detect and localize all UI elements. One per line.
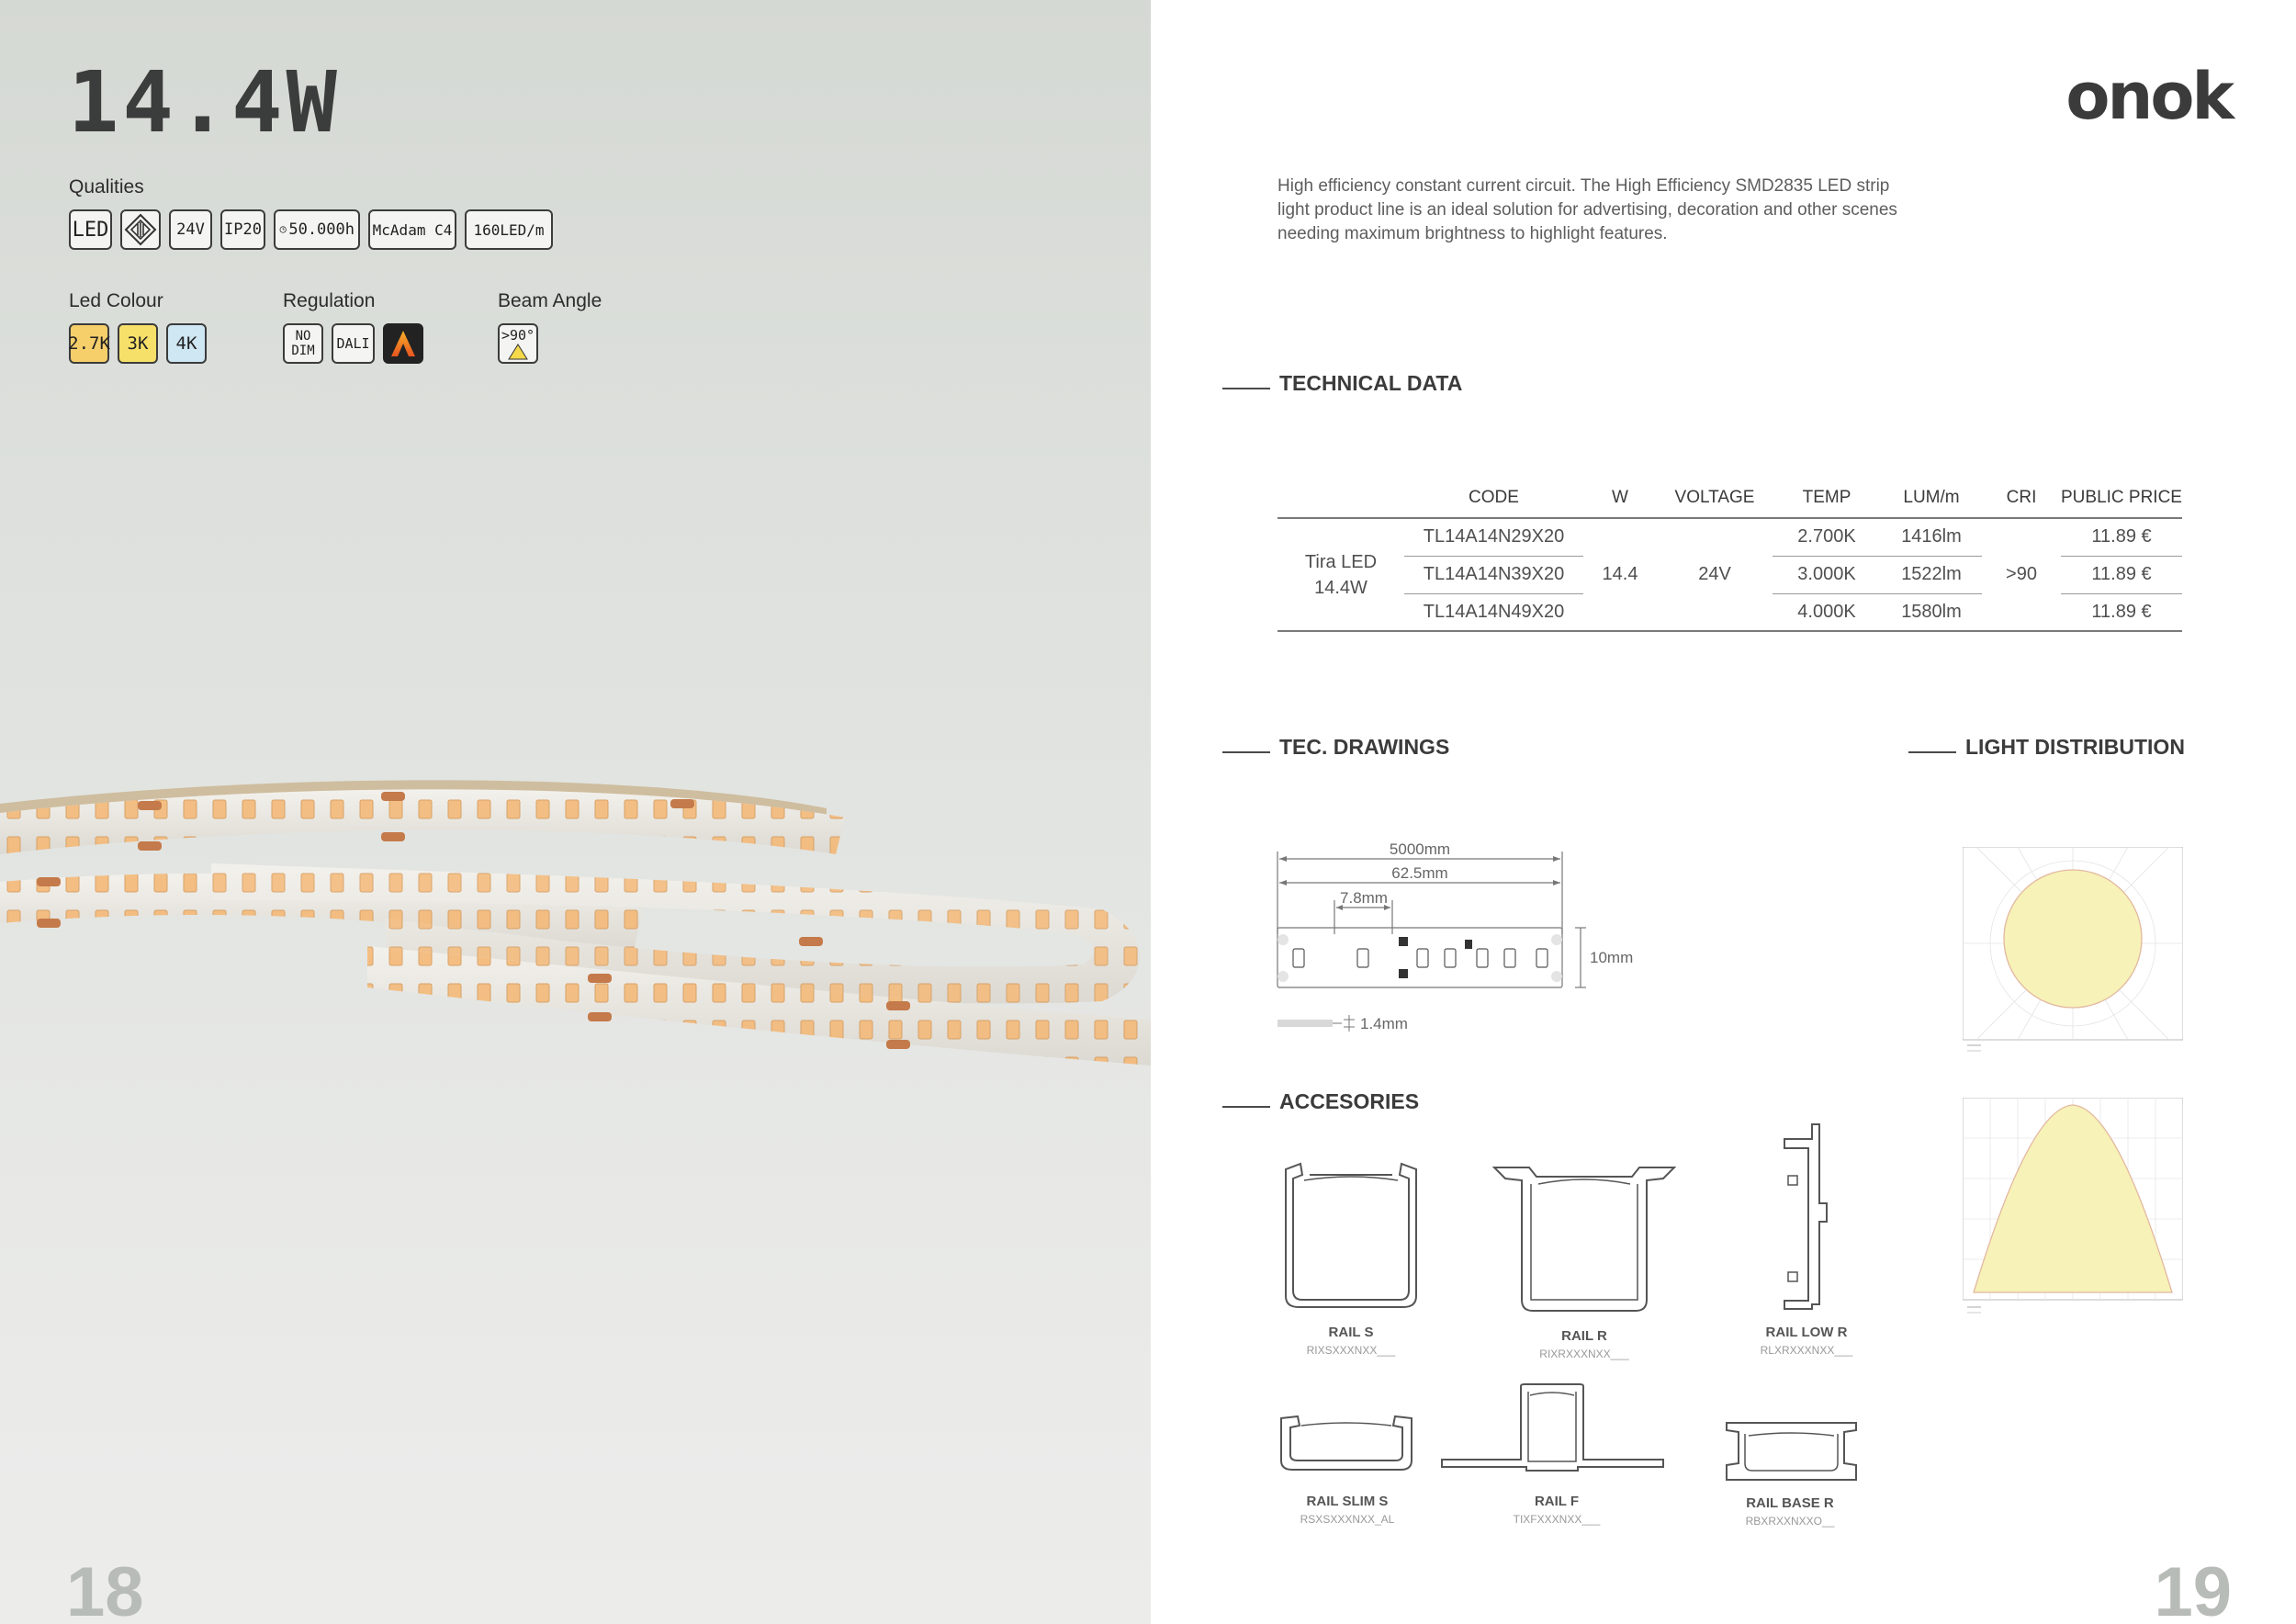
header-code: CODE xyxy=(1404,478,1583,518)
polar-distribution-chart xyxy=(1963,847,2183,1054)
product-description: High efficiency constant current circuit. The High Efficiency SMD2835 LED strip light product line is an ideal solution for advertising, decoration and other scenes needing maximum brightness to highlight features. xyxy=(1277,176,1897,243)
qualities-badges xyxy=(69,209,553,250)
accessory-item xyxy=(1689,1495,1891,1528)
lum-cell: 1522lm xyxy=(1881,556,1982,593)
accessory-item xyxy=(1705,1325,1908,1357)
total-length-label: 5000mm xyxy=(1389,840,1451,858)
regulation-label: Regulation xyxy=(283,290,376,311)
mcadam-badge: McAdam C4 xyxy=(368,209,456,250)
clock-icon xyxy=(279,221,287,238)
beam-angle-label: Beam Angle xyxy=(498,290,602,311)
cut-length-label: 62.5mm xyxy=(1391,864,1448,882)
light-distribution-heading xyxy=(1908,735,2185,760)
code-cell: TL14A14N29X20 xyxy=(1404,518,1583,556)
technical-data-table xyxy=(1277,478,2182,632)
accessories-title: ACCESORIES xyxy=(1279,1089,1420,1113)
accessory-name: RAIL S xyxy=(1328,1325,1374,1340)
led-density-badge: 160LED/m xyxy=(465,209,553,250)
no-dim-line1: NO xyxy=(295,329,311,344)
page-number-left: 18 xyxy=(66,1553,144,1624)
led-badge: LED xyxy=(69,209,112,250)
beam-cone-icon xyxy=(508,344,528,360)
accessory-item xyxy=(1483,1328,1685,1360)
accessory-item xyxy=(1456,1494,1658,1526)
dali-badge: DALI xyxy=(332,323,375,364)
heading-rule xyxy=(1222,388,1270,389)
accessory-code: RIXRXXXNXX___ xyxy=(1539,1348,1629,1360)
rail-base-r-profile xyxy=(1725,1419,1858,1483)
header-empty xyxy=(1277,478,1404,518)
header-watt: W xyxy=(1583,478,1657,518)
heading-rule xyxy=(1908,751,1956,753)
rail-f-profile xyxy=(1440,1382,1665,1474)
onok-logo: onok xyxy=(2065,59,2232,134)
header-temp: TEMP xyxy=(1773,478,1881,518)
header-lum: LUM/m xyxy=(1881,478,1982,518)
code-cell: TL14A14N39X20 xyxy=(1404,556,1583,593)
temp-cell: 3.000K xyxy=(1773,556,1881,593)
price-cell: 11.89 € xyxy=(2061,593,2182,631)
beam-angle-badge xyxy=(498,323,538,364)
lifetime-badge xyxy=(274,209,360,250)
strip-technical-drawing xyxy=(1270,831,1656,1043)
voltage-cell: 24V xyxy=(1657,518,1773,631)
heading-rule xyxy=(1222,751,1270,753)
code-cell: TL14A14N49X20 xyxy=(1404,593,1583,631)
accessory-item xyxy=(1250,1325,1452,1357)
class-ii-icon xyxy=(120,209,161,250)
temp-cell: 2.700K xyxy=(1773,518,1881,556)
ip-badge: IP20 xyxy=(220,209,265,250)
tec-drawings-heading xyxy=(1222,735,1449,760)
lum-cell: 1416lm xyxy=(1881,518,1982,556)
beam-angle-value: >90° xyxy=(501,327,535,344)
accessory-code: RLXRXXXNXX___ xyxy=(1760,1344,1853,1357)
page-number-right: 19 xyxy=(2154,1553,2232,1624)
light-distribution-title: LIGHT DISTRIBUTION xyxy=(1965,735,2185,759)
table-row xyxy=(1277,518,2182,556)
beam-angle-badges xyxy=(498,323,538,364)
accessory-code: RIXSXXXNXX___ xyxy=(1306,1344,1396,1357)
no-dim-line2: DIM xyxy=(291,344,315,358)
price-cell: 11.89 € xyxy=(2061,518,2182,556)
heading-rule xyxy=(1222,1106,1270,1108)
accessory-name: RAIL F xyxy=(1534,1494,1580,1509)
header-price: PUBLIC PRICE xyxy=(2061,478,2182,518)
regulation-badges xyxy=(283,323,423,364)
rail-slim-s-profile xyxy=(1277,1415,1415,1472)
accessory-name: RAIL LOW R xyxy=(1765,1325,1848,1340)
product-name-cell: Tira LED 14.4W xyxy=(1277,518,1404,631)
qualities-label: Qualities xyxy=(69,176,144,197)
led-strip-photo xyxy=(0,753,1151,1121)
temp-cell: 4.000K xyxy=(1773,593,1881,631)
header-cri: CRI xyxy=(1982,478,2061,518)
header-voltage: VOLTAGE xyxy=(1657,478,1773,518)
tec-drawings-title: TEC. DRAWINGS xyxy=(1279,735,1450,759)
accessory-code: RBXRXXNXXO__ xyxy=(1745,1515,1835,1528)
lifetime-value: 50.000h xyxy=(288,220,355,239)
accessories-heading xyxy=(1222,1089,1419,1114)
width-label: 10mm xyxy=(1590,949,1634,966)
right-page xyxy=(1151,0,2296,1624)
watt-cell: 14.4 xyxy=(1583,518,1657,631)
casambi-icon xyxy=(383,323,423,364)
rail-s-profile xyxy=(1282,1162,1420,1309)
led-colour-label: Led Colour xyxy=(69,290,163,311)
technical-data-title: TECHNICAL DATA xyxy=(1279,371,1463,395)
table-header-row xyxy=(1277,478,2182,518)
accessory-name: RAIL R xyxy=(1561,1328,1607,1344)
no-dim-badge xyxy=(283,323,323,364)
rail-r-profile xyxy=(1492,1162,1676,1314)
colour-4000k-badge: 4K xyxy=(166,323,207,364)
voltage-badge: 24V xyxy=(169,209,212,250)
pitch-label: 7.8mm xyxy=(1340,889,1388,907)
accessory-code: TIXFXXXNXX___ xyxy=(1513,1513,1601,1526)
colour-3000k-badge: 3K xyxy=(118,323,158,364)
accessory-code: RSXSXXXNXX_AL xyxy=(1300,1513,1395,1526)
product-title: 14.4W xyxy=(68,53,341,152)
colour-2700k-badge: 2.7K xyxy=(69,323,109,364)
linear-distribution-chart xyxy=(1963,1098,2183,1318)
technical-data-heading xyxy=(1222,371,1462,396)
cri-cell: >90 xyxy=(1982,518,2061,631)
accessory-name: RAIL BASE R xyxy=(1746,1495,1834,1511)
rail-low-r-profile xyxy=(1775,1121,1840,1314)
accessory-name: RAIL SLIM S xyxy=(1306,1494,1389,1509)
thickness-label: 1.4mm xyxy=(1360,1015,1408,1032)
price-cell: 11.89 € xyxy=(2061,556,2182,593)
lum-cell: 1580lm xyxy=(1881,593,1982,631)
accessory-item xyxy=(1246,1494,1448,1526)
led-colour-badges xyxy=(69,323,207,364)
